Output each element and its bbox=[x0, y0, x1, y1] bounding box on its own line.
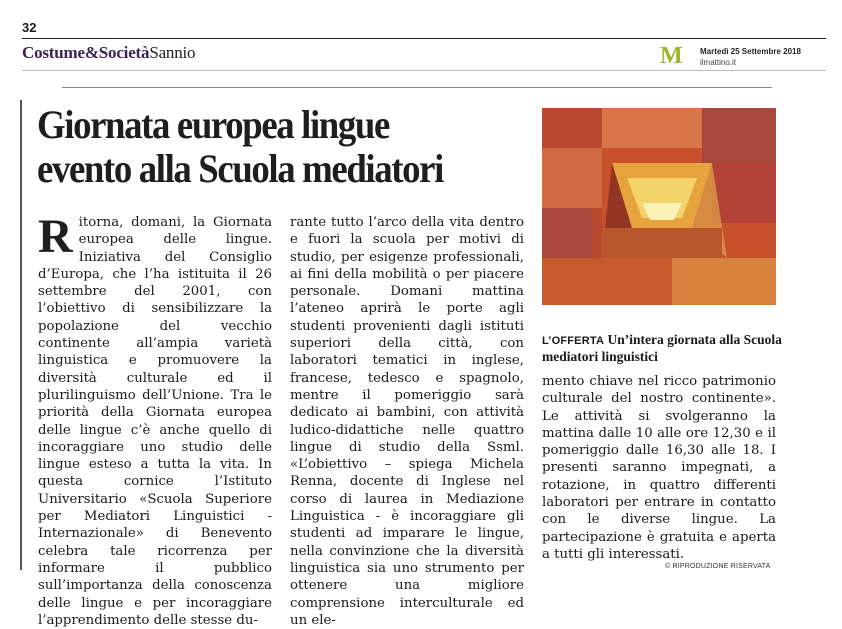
column-1-text: itorna, domani, la Giornata europea delle lingue. Iniziativa del Consiglio d’Europa, che l’ha istituita il 26 settembre del 2001, con l’obiettivo di sensibilizzare la popolazione del vecchio continente all’ampia varietà linguistica e promuovere la diversità culturale ed il plurilinguismo dell’Unione. Tra le priorità della Giornata europea delle lingue c’è anche quello di incoraggiare uno studio delle lingue esteso a tutta la vita. In questa cornice l’Istituto Universitario «Scuola Superiore per Mediatori Linguistici - Internazionale» di Benevento celebra tale ricorrenza per informare il pubblico sull’importanza della conoscenza delle lingue e per incoraggiare l’apprendimento delle stesse du- bbox=[38, 215, 272, 628]
site-url: ilmattino.it bbox=[700, 58, 737, 67]
column-2-text: rante tutto l’arco della vita dentro e fuori la scuola per motivi di studio, per esigenze professionali, ai fini della mobilità o per piacere personale. Domani mattina l’ateneo aprirà le porte agli studenti provenienti dagli istituti superiori della città, con laboratori tematici in inglese, francese, tedesco e spagnolo, mentre il pomeriggio sarà dedicato ai bambini, con attività ludico-didattiche nelle quattro lingue di studio della Ssml. «L’obiettivo – spiega Michela Renna, docente di Inglese nel corso di laurea in Mediazione Linguistica - è incoraggiare gli studenti ad imparare le lingue, nella convinzione che la diversità linguistica sia uno strumento per ottenere una migliore comprensione interculturale ed un ele- bbox=[290, 215, 524, 628]
caption-kicker: L’OFFERTA bbox=[542, 335, 605, 347]
abstract-painting-image bbox=[542, 108, 776, 305]
article-column-1 bbox=[38, 210, 272, 628]
section-title: Costume&Società bbox=[22, 43, 150, 62]
article-column-2 bbox=[290, 214, 524, 629]
section-subtitle: Sannio bbox=[149, 43, 196, 62]
header-rule bbox=[22, 70, 826, 71]
headline-line-1: Giornata europea lingue bbox=[37, 102, 389, 147]
section-header bbox=[22, 43, 195, 63]
newspaper-logo: M bbox=[660, 43, 683, 69]
page-number: 32 bbox=[22, 20, 37, 35]
caption-text: Un’intera giornata alla Scuola mediatori linguistici bbox=[542, 332, 782, 364]
top-rule bbox=[22, 38, 826, 39]
column-3-text: mento chiave nel ricco patrimonio culturale del nostro continente». Le attività si svolgeranno la mattina dalle 10 alle ore 12,30 e il pomeriggio dalle 16,30 alle 18. I presenti saranno impegnati, a rotazione, in quattro differenti laboratori per entrare in contatto con le diverse lingue. La partecipazione è gratuita e aperta a tutti gli interessati. bbox=[542, 374, 776, 562]
left-margin-bar bbox=[20, 100, 22, 570]
headline-line-2: evento alla Scuola mediatori bbox=[37, 146, 443, 191]
article-top-rule bbox=[62, 87, 772, 88]
headline bbox=[37, 103, 443, 191]
article-photo bbox=[542, 108, 776, 305]
drop-cap: R bbox=[38, 210, 73, 263]
photo-caption bbox=[542, 331, 782, 365]
issue-date: Martedì 25 Settembre 2018 bbox=[700, 47, 801, 56]
article-column-3 bbox=[542, 373, 776, 563]
copyright-notice: © RIPRODUZIONE RISERVATA bbox=[665, 563, 771, 570]
